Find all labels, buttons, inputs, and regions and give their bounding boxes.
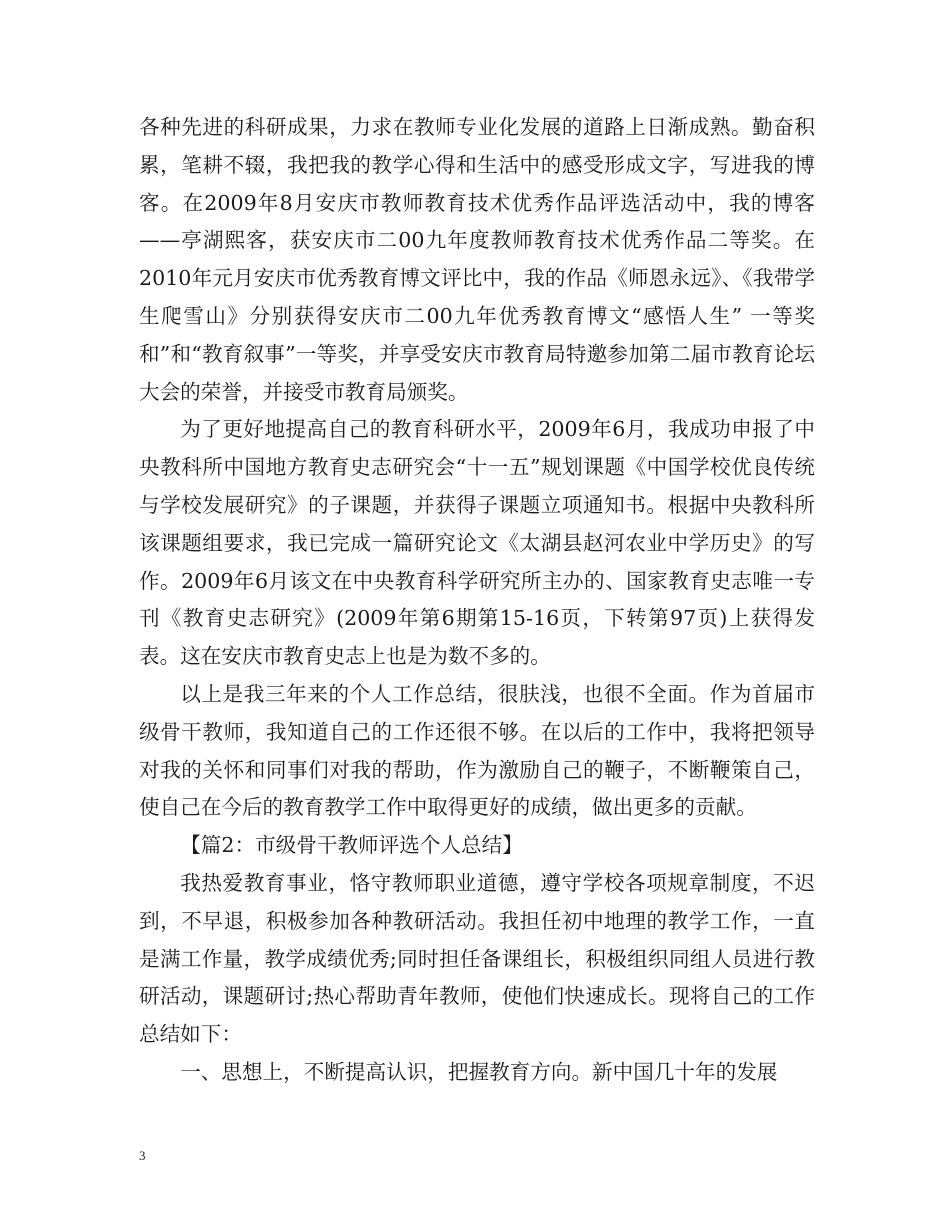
page-number: 3 [139, 1148, 146, 1163]
paragraph: 为了更好地提高自己的教育科研水平，2009年6月，我成功申报了中央教科所中国地方教育史志研究会“十一五”规划课题《中国学校优良传统与学校发展研究》的子课题，并获得子课题立项通知书。根据中央教科所该课题组要求，我已完成一篇研究论文《太湖县赵河农业中学历史》的写作。2009年6月该文在中央教育科学研究所主办的、国家教育史志唯一专刊《教育史志研究》(2009年第6期第15-16页，下转第97页)上获得发表。这在安庆市教育史志上也是为数不多的。 [139, 417, 815, 669]
paragraph: 一、思想上，不断提高认识，把握教育方向。新中国几十年的发展 [180, 1059, 778, 1084]
body-text [139, 109, 815, 1092]
paragraph: 以上是我三年来的个人工作总结，很肤浅，也很不全面。作为首届市级骨干教师，我知道自己的工作还很不够。在以后的工作中，我将把领导对我的关怀和同事们对我的帮助，作为激励自己的鞭子，不断鞭策自己，使自己在今后的教育教学工作中取得更好的成绩，做出更多的贡献。 [139, 681, 815, 820]
paragraph: 我热爱教育事业，恪守教师职业道德，遵守学校各项规章制度，不迟到，不早退，积极参加各种教研活动。我担任初中地理的教学工作，一直是满工作量，教学成绩优秀;同时担任备课组长，积极组织同组人员进行教研活动，课题研讨;热心帮助青年教师，使他们快速成长。现将自己的工作总结如下： [139, 870, 815, 1047]
section-heading: 【篇2：市级骨干教师评选个人总结】 [180, 833, 523, 858]
paragraph: 各种先进的科研成果，力求在教师专业化发展的道路上日渐成熟。勤奋积累，笔耕不辍，我把我的教学心得和生活中的感受形成文字，写进我的博客。在2009年8月安庆市教师教育技术优秀作品评选活动中，我的博客——亭湖熙客，获安庆市二00九年度教师教育技术优秀作品二等奖。在2010年元月安庆市优秀教育博文评比中，我的作品《师恩永远》、《我带学生爬雪山》分别获得安庆市二00九年优秀教育博文“感悟人生” 一等奖和”和“教育叙事”一等奖，并享受安庆市教育局特邀参加第二届市教育论坛大会的荣誉，并接受市教育局颁奖。 [139, 115, 815, 404]
